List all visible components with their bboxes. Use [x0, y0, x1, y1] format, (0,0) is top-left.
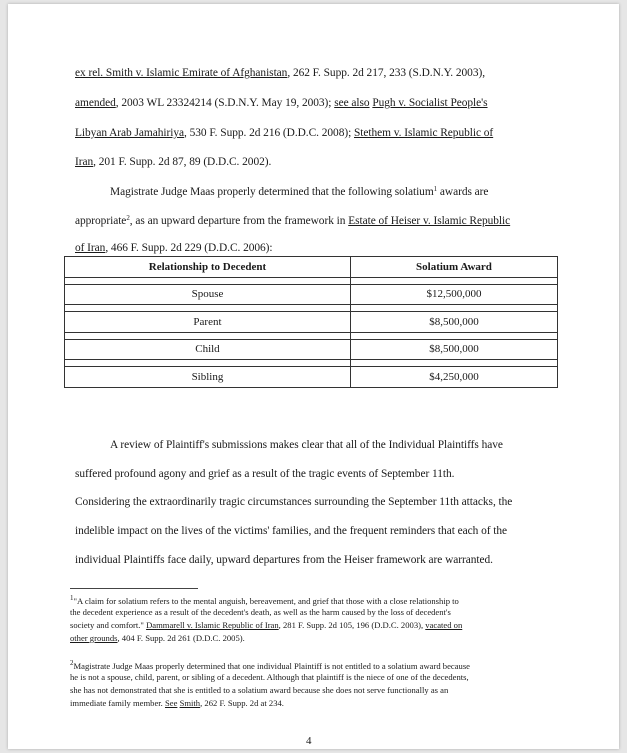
header-award: Solatium Award	[350, 257, 557, 278]
table-spacer-row	[65, 360, 558, 367]
citation-line: Libyan Arab Jamahiriya, 530 F. Supp. 2d 216 (D.D.C. 2008); Stethem v. Islamic Republic of	[75, 127, 494, 139]
case-link[interactable]: Libyan Arab Jamahiriya	[75, 127, 184, 139]
case-link[interactable]: ex rel. Smith v. Islamic Emirate of Afghanistan	[75, 67, 288, 79]
case-link[interactable]: Iran	[75, 156, 94, 168]
signal-link[interactable]: See	[164, 698, 178, 708]
case-link[interactable]: Stethem v. Islamic Republic of	[354, 127, 494, 139]
footnote-2-line: she has not demonstrated that she is entitled to a solatium award because she does not serve functionally as an	[70, 685, 449, 695]
table-row	[65, 312, 558, 333]
footnote-divider	[70, 588, 198, 589]
relationship-cell: Parent	[65, 312, 351, 333]
footnote-marker: 1	[70, 594, 74, 602]
paragraph-line: of Iran, 466 F. Supp. 2d 229 (D.D.C. 2006):	[75, 242, 273, 254]
case-link[interactable]: Dammarell v. Islamic Republic of Iran	[146, 620, 279, 630]
footnote-1-line: the decedent experience as a result of the decedent's death, as well as the harm caused by the loss of decedent's	[70, 607, 451, 617]
footnote-marker: 2	[70, 659, 74, 667]
citation-line: ex rel. Smith v. Islamic Emirate of Afghanistan, 262 F. Supp. 2d 217, 233 (S.D.N.Y. 2003),	[75, 67, 486, 79]
footnote-2-line: $^2$Magistrate Judge Maas properly determined that one individual Plaintiff is not entitled to a solatium award because	[70, 659, 470, 671]
footnote-ref[interactable]: 2	[126, 214, 130, 222]
case-link[interactable]: amended	[75, 97, 116, 109]
citation-line: amended, 2003 WL 23324214 (S.D.N.Y. May 19, 2003); see also Pugh v. Socialist People's	[75, 97, 488, 109]
case-link[interactable]: Smith	[179, 698, 201, 708]
solatium-table	[64, 256, 558, 388]
footnote-1-line: $^1$"A claim for solatium refers to the mental anguish, bereavement, and grief that those with a close relationship to	[70, 594, 459, 606]
footnote-1-line: society and comfort." Dammarell v. Islamic Republic of Iran, 281 F. Supp. 2d 105, 196 (D.D.C. 2003), vacated on	[70, 620, 463, 630]
relationship-cell: Sibling	[65, 367, 351, 388]
footnote-2-line: immediate family member. See Smith, 262 F. Supp. 2d at 234.	[70, 698, 284, 708]
table-row	[65, 284, 558, 305]
paragraph-line: indelible impact on the lives of the victims' families, and the frequent reminders that each of the	[75, 525, 508, 537]
award-cell: $12,500,000	[350, 284, 557, 305]
relationship-cell: Child	[65, 339, 351, 360]
paragraph-line: individual Plaintiffs face daily, upward departures from the Heiser framework are warranted.	[75, 554, 493, 566]
paragraph-line: appropriate$^2$, as an upward departure from the framework in Estate of Heiser v. Islamic Republic	[75, 214, 511, 227]
table-header-row	[65, 257, 558, 278]
relationship-cell: Spouse	[65, 284, 351, 305]
table-row	[65, 367, 558, 388]
case-link[interactable]: of Iran	[75, 242, 106, 254]
award-cell: $4,250,000	[350, 367, 557, 388]
table-spacer-row	[65, 305, 558, 312]
award-cell: $8,500,000	[350, 339, 557, 360]
table-spacer-row	[65, 277, 558, 284]
page-number: 4	[306, 735, 312, 747]
table-row	[65, 339, 558, 360]
signal-link[interactable]: vacated on	[425, 620, 463, 630]
signal-link[interactable]: see also	[334, 97, 370, 109]
table-spacer-row	[65, 332, 558, 339]
award-cell: $8,500,000	[350, 312, 557, 333]
case-link[interactable]: Pugh v. Socialist People's	[372, 97, 488, 109]
footnote-ref[interactable]: 1	[433, 185, 438, 193]
document-page	[8, 4, 619, 749]
paragraph-line: Considering the extraordinarily tragic circumstances surrounding the September 11th attacks, the	[75, 496, 513, 508]
case-link[interactable]: Estate of Heiser v. Islamic Republic	[348, 215, 511, 227]
paragraph-line: A review of Plaintiff's submissions makes clear that all of the Individual Plaintiffs have	[110, 439, 503, 451]
signal-link[interactable]: other grounds	[70, 633, 118, 643]
footnote-1-line: other grounds, 404 F. Supp. 2d 261 (D.D.C. 2005).	[70, 633, 245, 643]
header-relationship: Relationship to Decedent	[65, 257, 351, 278]
paragraph-line: suffered profound agony and grief as a result of the tragic events of September 11th.	[75, 468, 455, 480]
citation-line: Iran, 201 F. Supp. 2d 87, 89 (D.D.C. 2002).	[75, 156, 272, 168]
footnote-2-line: he is not a spouse, child, parent, or sibling of a decedent. Although that plaintiff is the niece of one of the decedents,	[70, 672, 469, 682]
paragraph-line: Magistrate Judge Maas properly determined that the following solatium$^1$ awards are	[110, 185, 489, 198]
